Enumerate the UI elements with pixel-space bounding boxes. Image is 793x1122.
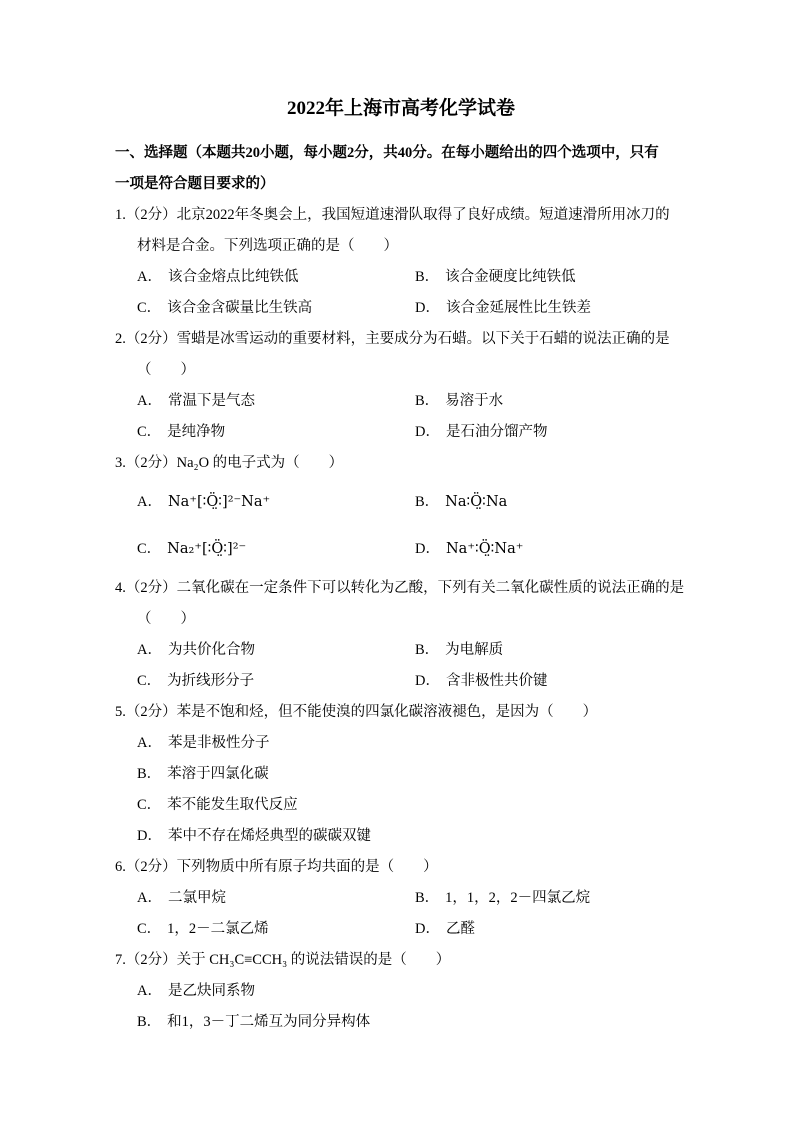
option-label: B． xyxy=(415,269,440,285)
option-text: 该合金熔点比纯铁低 xyxy=(167,269,299,285)
option-label: A． xyxy=(137,890,162,906)
option-label: C． xyxy=(137,673,162,689)
option-label: C． xyxy=(137,541,162,557)
option-text: 为共价化合物 xyxy=(167,642,255,658)
option-text: 含非极性共价键 xyxy=(445,673,548,689)
options xyxy=(115,479,687,573)
exam-page xyxy=(115,96,687,1038)
option-label: D． xyxy=(137,828,162,844)
question-1 xyxy=(115,200,687,324)
question-stem-text: （2分）雪蜡是冰雪运动的重要材料，主要成分为石蜡。以下关于石蜡的说法正确的是 xyxy=(125,331,670,347)
option-d xyxy=(415,293,687,324)
question-2 xyxy=(115,324,687,448)
option-a xyxy=(137,976,687,1007)
section-header xyxy=(115,138,687,200)
question-stem-text: （2分）二氧化碳在一定条件下可以转化为乙酸，下列有关二氧化碳性质的说法正确的是 xyxy=(125,580,685,596)
question-number: 6. xyxy=(115,859,126,875)
options xyxy=(115,728,687,852)
option-c xyxy=(137,526,415,573)
option-a xyxy=(137,883,415,914)
option-a xyxy=(137,728,687,759)
options xyxy=(115,976,687,1038)
option-label: B． xyxy=(415,494,440,510)
electron-formula: Na₂⁺[∶Ö̤∶]²⁻ xyxy=(167,541,247,557)
option-d xyxy=(137,821,687,852)
options xyxy=(115,386,687,448)
question-stem xyxy=(115,697,687,728)
question-stem-text: （2分）下列物质中所有原子均共面的是（ ） xyxy=(125,859,438,875)
electron-formula: Na⁺∶Ö̤∶Na⁺ xyxy=(445,541,524,557)
option-label: B． xyxy=(415,890,440,906)
question-number: 7. xyxy=(115,952,126,968)
option-text: 该合金硬度比纯铁低 xyxy=(445,269,576,285)
option-c xyxy=(137,293,415,324)
option-d xyxy=(415,526,687,573)
question-4 xyxy=(115,573,687,697)
option-text: 该合金含碳量比生铁高 xyxy=(167,300,313,316)
option-label: B． xyxy=(415,393,440,409)
option-c xyxy=(137,417,415,448)
question-stem xyxy=(115,573,687,604)
question-stem xyxy=(115,448,687,479)
option-label: D． xyxy=(415,424,440,440)
question-stem xyxy=(115,200,687,231)
option-d xyxy=(415,666,687,697)
option-label: C． xyxy=(137,921,162,937)
option-b xyxy=(415,479,687,526)
section-header-line-2: 一项是符合题目要求的） xyxy=(115,176,275,192)
option-label: A． xyxy=(137,393,162,409)
option-b xyxy=(415,386,687,417)
option-label: A． xyxy=(137,269,162,285)
option-b xyxy=(415,262,687,293)
option-label: B． xyxy=(137,1014,162,1030)
option-text: 乙醛 xyxy=(445,921,475,937)
question-number: 5. xyxy=(115,704,126,720)
question-stem xyxy=(115,852,687,883)
options xyxy=(115,635,687,697)
option-label: C． xyxy=(137,300,162,316)
option-label: B． xyxy=(137,766,162,782)
electron-formula: Na∶Ö̤∶Na xyxy=(445,494,508,510)
option-a xyxy=(137,479,415,526)
question-6 xyxy=(115,852,687,945)
option-c xyxy=(137,914,415,945)
question-3 xyxy=(115,448,687,573)
option-text: 为电解质 xyxy=(445,642,504,658)
question-number: 2. xyxy=(115,331,126,347)
option-text: 是纯净物 xyxy=(167,424,226,440)
option-label: D． xyxy=(415,921,440,937)
option-text: 苯中不存在烯烃典型的碳碳双键 xyxy=(167,828,371,844)
option-text: 易溶于水 xyxy=(445,393,504,409)
option-b xyxy=(137,759,687,790)
page-title: 2022年上海市高考化学试卷 xyxy=(286,98,515,119)
option-text: 二氯甲烷 xyxy=(167,890,226,906)
option-label: A． xyxy=(137,735,162,751)
option-d xyxy=(415,914,687,945)
option-label: C． xyxy=(137,797,162,813)
option-text: 1，1，2，2－四氯乙烷 xyxy=(445,890,591,906)
question-stem-text: （2分）北京2022年冬奥会上，我国短道速滑队取得了良好成绩。短道速滑所用冰刀的 xyxy=(125,207,670,223)
option-text: 该合金延展性比生铁差 xyxy=(445,300,591,316)
option-text: 苯溶于四氯化碳 xyxy=(167,766,269,782)
option-d xyxy=(415,417,687,448)
question-stem-text: （2分）Na₂O 的电子式为（ ） xyxy=(125,455,344,471)
option-text: 常温下是气态 xyxy=(167,393,255,409)
section-header-line-1: 一、选择题（本题共20小题，每小题2分，共40分。在每小题给出的四个选项中，只有 xyxy=(115,145,659,161)
option-text: 苯是非极性分子 xyxy=(167,735,270,751)
question-number: 3. xyxy=(115,455,126,471)
option-label: D． xyxy=(415,300,440,316)
option-b xyxy=(415,883,687,914)
option-a xyxy=(137,635,415,666)
option-c xyxy=(137,790,687,821)
option-text: 和1，3－丁二烯互为同分异构体 xyxy=(167,1014,371,1030)
question-5 xyxy=(115,697,687,852)
question-stem xyxy=(115,945,687,976)
option-a xyxy=(137,386,415,417)
options xyxy=(115,883,687,945)
option-text: 是石油分馏产物 xyxy=(445,424,548,440)
option-c xyxy=(137,666,415,697)
question-number: 1. xyxy=(115,207,126,223)
option-label: D． xyxy=(415,673,440,689)
option-text: 苯不能发生取代反应 xyxy=(167,797,298,813)
question-stem-text: （2分）关于 CH₃C≡CCH₃ 的说法错误的是（ ） xyxy=(125,952,451,968)
option-label: A． xyxy=(137,642,162,658)
question-stem-cont: 材料是合金。下列选项正确的是（ ） xyxy=(137,238,398,254)
option-b xyxy=(137,1007,687,1038)
question-stem xyxy=(115,324,687,355)
option-label: A． xyxy=(137,494,162,510)
question-7 xyxy=(115,945,687,1038)
option-label: C． xyxy=(137,424,162,440)
question-number: 4. xyxy=(115,580,126,596)
option-label: A． xyxy=(137,983,162,999)
option-text: 是乙炔同系物 xyxy=(167,983,255,999)
option-text: 为折线形分子 xyxy=(167,673,255,689)
options xyxy=(115,262,687,324)
electron-formula: Na⁺[∶Ö̤∶]²⁻Na⁺ xyxy=(167,494,271,510)
option-text: 1，2－二氯乙烯 xyxy=(167,921,269,937)
option-a xyxy=(137,262,415,293)
question-stem-cont: （ ） xyxy=(137,611,195,627)
question-stem-text: （2分）苯是不饱和烃，但不能使溴的四氯化碳溶液褪色，是因为（ ） xyxy=(125,704,598,720)
option-label: B． xyxy=(415,642,440,658)
option-b xyxy=(415,635,687,666)
option-label: D． xyxy=(415,541,440,557)
question-stem-cont: （ ） xyxy=(137,362,195,378)
